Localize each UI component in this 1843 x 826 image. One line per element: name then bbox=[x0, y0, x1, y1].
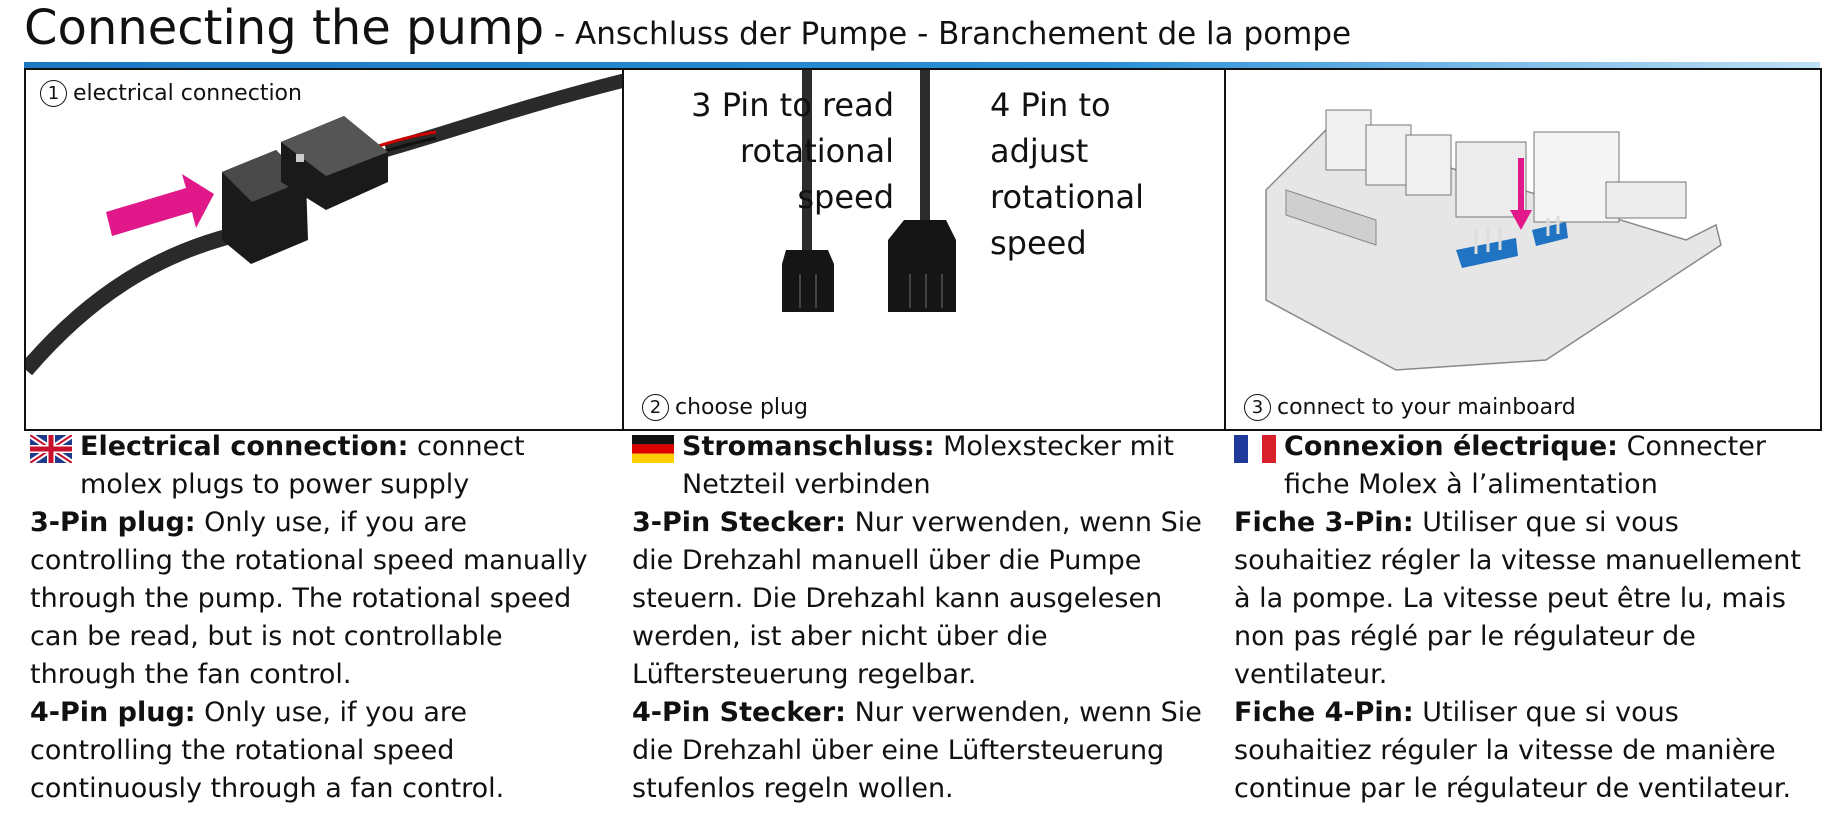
french-3pin-paragraph bbox=[1234, 504, 1824, 694]
german-heading-text: Molexstecker mit Netzteil verbinden bbox=[682, 431, 1174, 500]
german-4pin-paragraph bbox=[632, 694, 1212, 808]
panel-mainboard bbox=[1226, 70, 1820, 429]
insert-arrow-icon bbox=[106, 174, 214, 236]
illustration-panels bbox=[24, 68, 1822, 431]
title-main: Connecting the pump bbox=[24, 0, 545, 56]
molex-connector-illustration bbox=[26, 70, 622, 429]
french-4pin-text: Utiliser que si vous souhaitiez réguler la vitesse de manière continue par le régulateur de ventilateur. bbox=[1234, 697, 1792, 804]
german-3pin-text: Nur verwenden, wenn Sie die Drehzahl manuell über die Pumpe steuern. Die Drehzahl kann ausgelesen werden, ist aber nicht über die Lüftersteuerung regelbar. bbox=[632, 507, 1202, 690]
down-arrow-icon bbox=[1518, 158, 1524, 213]
english-heading-label: Electrical connection: bbox=[80, 431, 409, 462]
german-3pin-label: 3-Pin Stecker: bbox=[632, 507, 846, 538]
english-4pin-paragraph bbox=[30, 694, 610, 808]
step-number-1: 1 bbox=[40, 80, 67, 107]
german-heading bbox=[632, 428, 1212, 504]
panel-1-caption bbox=[40, 80, 302, 107]
english-instructions bbox=[30, 428, 610, 808]
french-instructions bbox=[1234, 428, 1824, 808]
panel-3-caption-text: connect to your mainboard bbox=[1277, 395, 1576, 420]
page-title bbox=[24, 0, 1351, 56]
english-3pin-paragraph bbox=[30, 504, 610, 694]
french-heading-text: Connecter fiche Molex à l’alimentation bbox=[1284, 431, 1766, 500]
mainboard-illustration bbox=[1226, 70, 1820, 429]
title-sub: - Anschluss der Pumpe - Branchement de la pompe bbox=[544, 16, 1352, 52]
german-flag-icon bbox=[632, 435, 674, 463]
german-instructions bbox=[632, 428, 1212, 808]
french-3pin-text: Utiliser que si vous souhaitiez régler la vitesse manuellement à la pompe. La vitesse peut être lu, mais non pas réglé par le régulateur de ventilateur. bbox=[1234, 507, 1801, 690]
english-heading bbox=[30, 428, 610, 504]
panel-3-caption bbox=[1244, 394, 1576, 421]
panel-2-caption-text: choose plug bbox=[675, 395, 808, 420]
english-4pin-label: 4-Pin plug: bbox=[30, 697, 196, 728]
step-number-3: 3 bbox=[1244, 394, 1271, 421]
french-heading bbox=[1234, 428, 1824, 504]
english-heading-text: connect molex plugs to power supply bbox=[80, 431, 525, 500]
english-4pin-text: Only use, if you are controlling the rotational speed continuously through a fan control. bbox=[30, 697, 505, 804]
panel-choose-plug bbox=[624, 70, 1226, 429]
panel-1-caption-text: electrical connection bbox=[73, 81, 302, 106]
french-3pin-label: Fiche 3-Pin: bbox=[1234, 507, 1414, 538]
english-3pin-text: Only use, if you are controlling the rotational speed manually through the pump. The rotational speed can be read, but is not controllable through the fan control. bbox=[30, 507, 588, 690]
step-number-2: 2 bbox=[642, 394, 669, 421]
uk-flag-icon bbox=[30, 435, 72, 463]
french-4pin-paragraph bbox=[1234, 694, 1824, 808]
french-heading-label: Connexion électrique: bbox=[1284, 431, 1618, 462]
panel-2-caption bbox=[642, 394, 808, 421]
german-4pin-label: 4-Pin Stecker: bbox=[632, 697, 846, 728]
english-3pin-label: 3-Pin plug: bbox=[30, 507, 196, 538]
panel-electrical-connection bbox=[26, 70, 624, 429]
pin4-label: 4 Pin to adjust rotational speed bbox=[990, 86, 1144, 262]
german-4pin-text: Nur verwenden, wenn Sie die Drehzahl über eine Lüftersteuerung stufenlos regeln wollen. bbox=[632, 697, 1202, 804]
german-3pin-paragraph bbox=[632, 504, 1212, 694]
french-4pin-label: Fiche 4-Pin: bbox=[1234, 697, 1414, 728]
german-heading-label: Stromanschluss: bbox=[682, 431, 935, 462]
french-flag-icon bbox=[1234, 435, 1276, 463]
pin3-label: 3 Pin to read rotational speed bbox=[691, 86, 894, 216]
